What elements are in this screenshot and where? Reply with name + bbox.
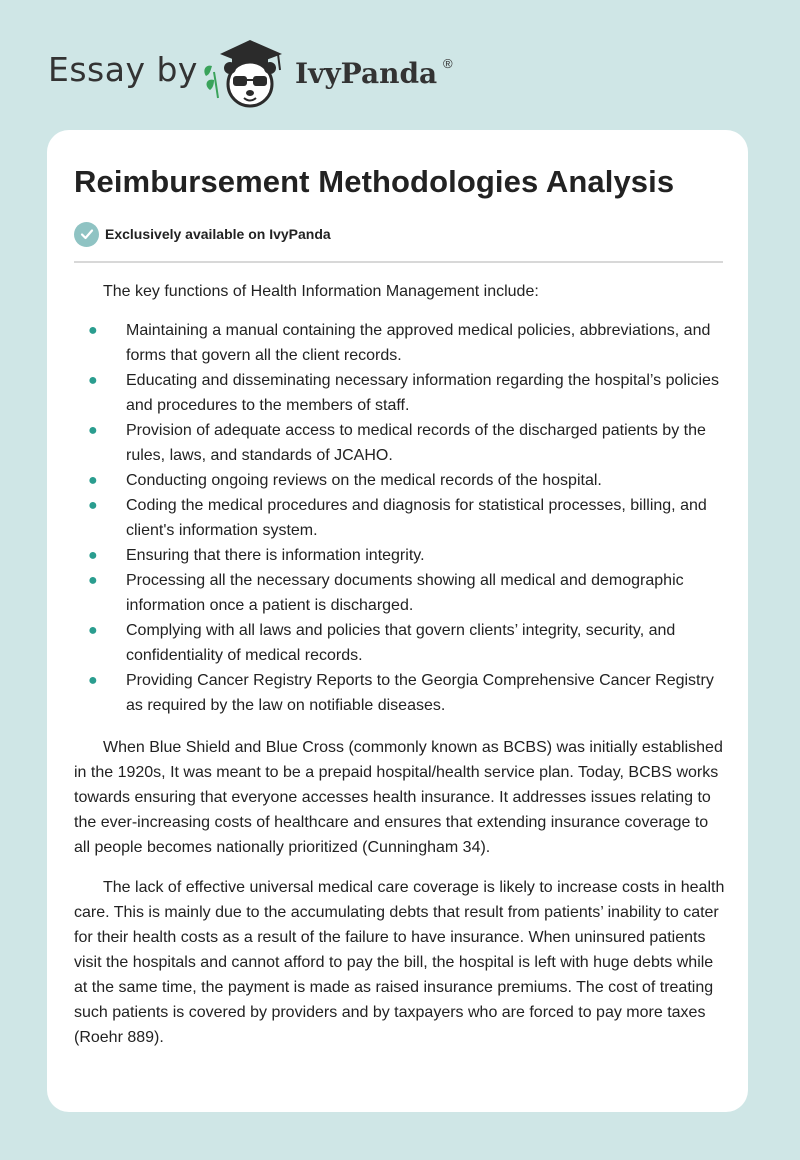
intro-paragraph: The key functions of Health Information Management include:	[103, 283, 539, 300]
page-title: Reimbursement Methodologies Analysis	[74, 164, 675, 199]
divider	[74, 261, 723, 263]
list-item-text: Provision of adequate access to medical records of the discharged patients by the rules, laws, and standards of JCAHO.	[126, 422, 706, 464]
bullet-icon: ●	[88, 622, 98, 639]
list-item	[74, 418, 726, 468]
check-circle-icon	[74, 222, 99, 247]
panda-logo-icon[interactable]	[200, 32, 290, 110]
list-item-text: Coding the medical procedures and diagnosis for statistical processes, billing, and client's information system.	[126, 497, 707, 539]
list-item	[74, 668, 726, 718]
bullet-icon: ●	[88, 672, 98, 689]
essay-by-label: Essay by	[48, 50, 198, 89]
list-item	[74, 543, 726, 568]
functions-list	[74, 318, 726, 718]
list-item-text: Complying with all laws and policies that govern clients’ integrity, security, and confidentiality of medical records.	[126, 622, 676, 664]
registered-mark: ®	[443, 56, 453, 71]
list-item	[74, 568, 726, 618]
body-paragraph: When Blue Shield and Blue Cross (commonly known as BCBS) was initially established in the 1920s, It was meant to be a prepaid hospital/health service plan. Today, BCBS works towards ensuring that everyone accesses health insurance. It addresses issues relating to the ever-increasing costs of healthcare and ensures that extending insurance coverage to all people becomes nationally prioritized (Cunningham 34).	[74, 739, 723, 856]
bullet-icon: ●	[88, 472, 98, 489]
list-item-text: Ensuring that there is information integrity.	[126, 547, 425, 564]
exclusive-badge	[74, 221, 331, 247]
list-item-text: Maintaining a manual containing the approved medical policies, abbreviations, and forms that govern all the client records.	[126, 322, 711, 364]
list-item-text: Providing Cancer Registry Reports to the Georgia Comprehensive Cancer Registry as required by the law on notifiable diseases.	[126, 672, 714, 714]
list-item-text: Educating and disseminating necessary information regarding the hospital’s policies and procedures to the members of staff.	[126, 372, 719, 414]
list-item	[74, 493, 726, 543]
list-item	[74, 618, 726, 668]
bullet-icon: ●	[88, 547, 98, 564]
body-paragraph: The lack of effective universal medical care coverage is likely to increase costs in health care. This is mainly due to the accumulating debts that result from patients’ inability to cater for their health costs as a result of the failure to have insurance. When uninsured patients visit the hospitals and cannot afford to pay the bill, the hospital is left with huge debts while at the same time, the payment is made as raised insurance premiums. The cost of treating such patients is covered by providers and by taxpayers who are forced to pay more taxes (Roehr 889).	[74, 879, 725, 1046]
bullet-icon: ●	[88, 322, 98, 339]
list-item	[74, 368, 726, 418]
brand-logo-text[interactable]: IvyPanda	[295, 57, 438, 90]
article-body	[74, 279, 726, 1065]
bullet-icon: ●	[88, 372, 98, 389]
list-item-text: Conducting ongoing reviews on the medical records of the hospital.	[126, 472, 602, 489]
list-item	[74, 468, 726, 493]
site-header	[0, 0, 800, 130]
bullet-icon: ●	[88, 497, 98, 514]
bullet-icon: ●	[88, 422, 98, 439]
list-item-text: Processing all the necessary documents showing all medical and demographic information once a patient is discharged.	[126, 572, 684, 614]
bullet-icon: ●	[88, 572, 98, 589]
list-item	[74, 318, 726, 368]
badge-label: Exclusively available on IvyPanda	[105, 226, 331, 242]
